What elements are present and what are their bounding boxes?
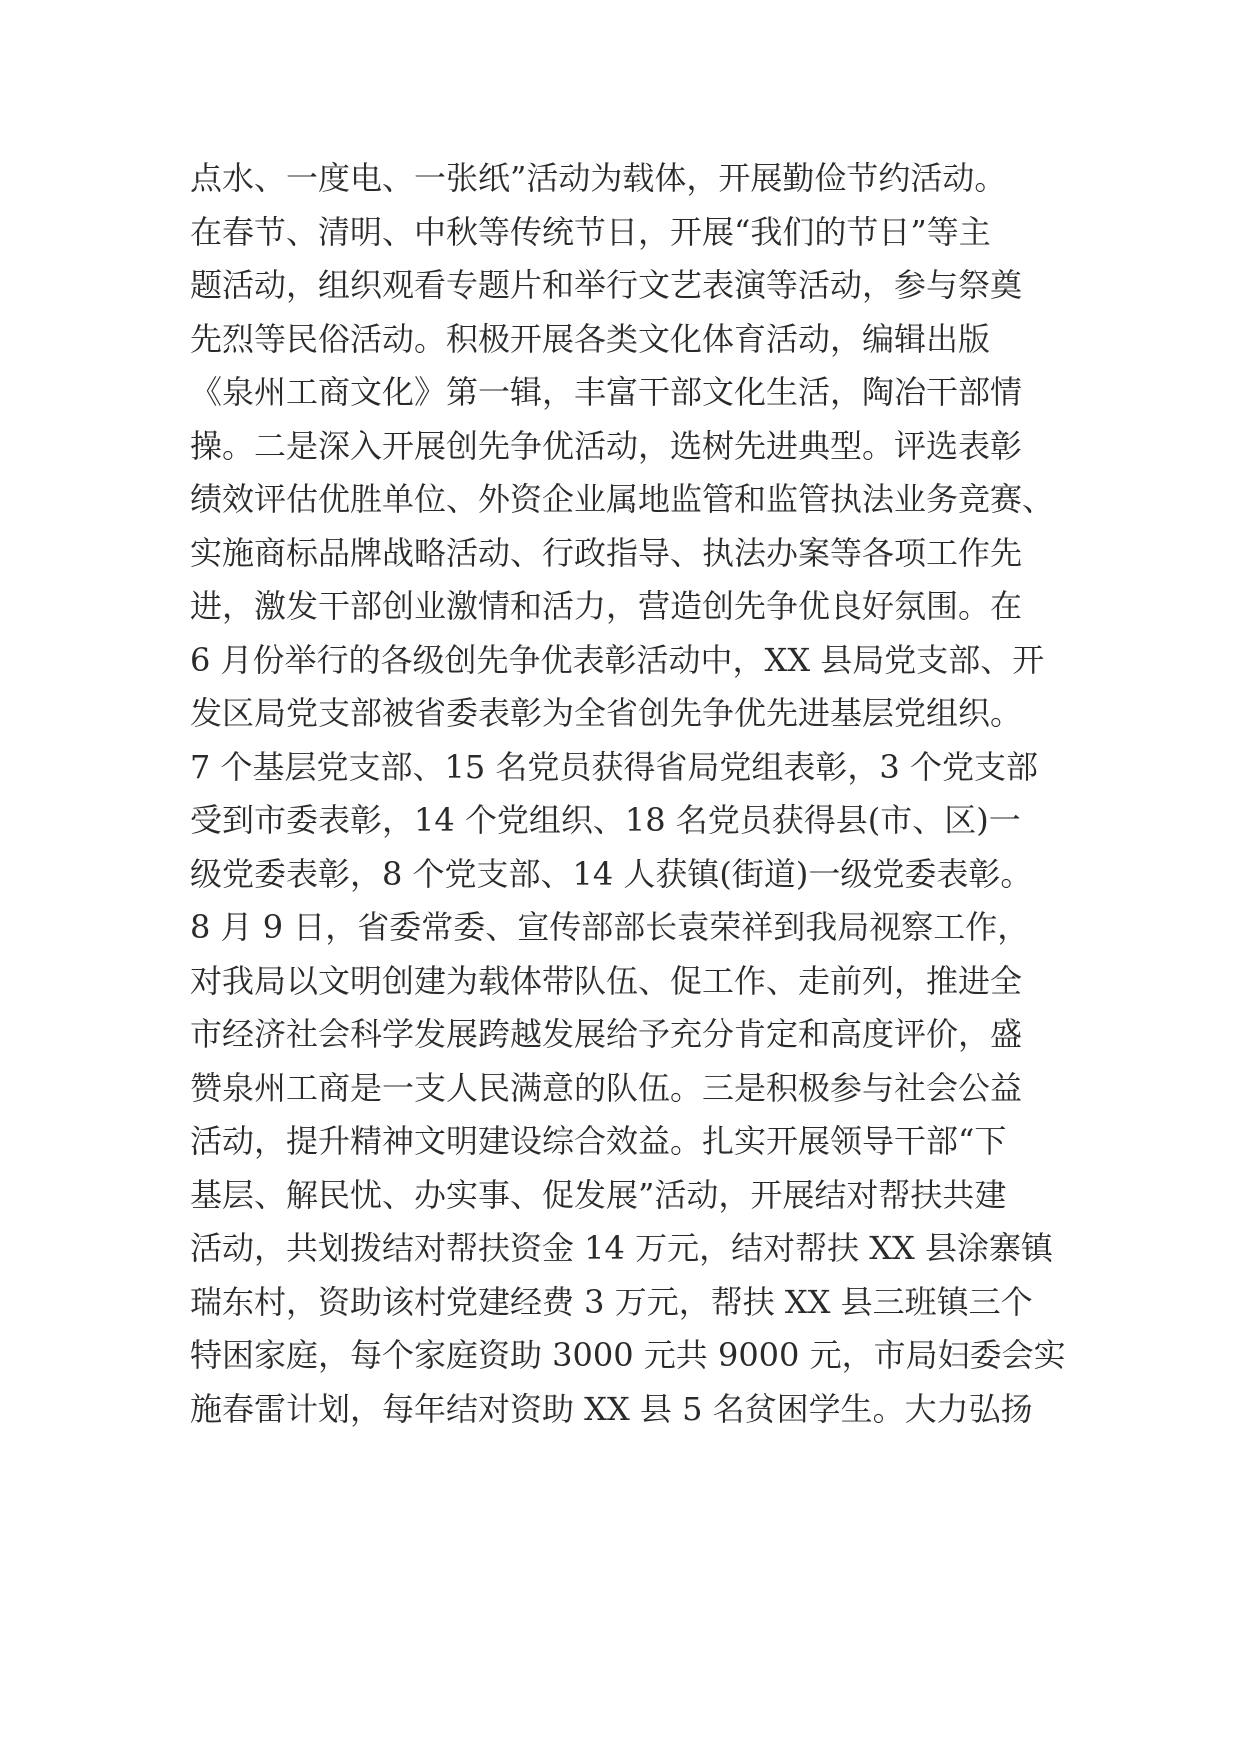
text-line: 7 个基层党支部、15 名党员获得省局党组表彰，3 个党支部 xyxy=(190,747,1038,786)
text-line: 在春节、清明、中秋等传统节日，开展“我们的节日”等主 xyxy=(190,212,991,251)
text-line: 受到市委表彰，14 个党组织、18 名党员获得县(市、区)一 xyxy=(190,801,1021,839)
text-line: 8 月 9 日，省委常委、宣传部部长袁荣祥到我局视察工作， xyxy=(190,908,1030,946)
text-line: 活动，共划拨结对帮扶资金 14 万元，结对帮扶 XX 县涂寨镇 xyxy=(190,1229,1053,1267)
text-line: 《泉州工商文化》第一辑，丰富干部文化生活，陶冶干部情 xyxy=(190,373,1023,411)
text-line: 市经济社会科学发展跨越发展给予充分肯定和高度评价，盛 xyxy=(190,1015,1023,1053)
text-line: 特困家庭，每个家庭资助 3000 元共 9000 元，市局妇委会实 xyxy=(190,1336,1066,1374)
text-line: 实施商标品牌战略活动、行政指导、执法办案等各项工作先 xyxy=(190,533,1023,572)
text-line: 施春雷计划，每年结对资助 XX 县 5 名贫困学生。大力弘扬 xyxy=(190,1389,1033,1428)
text-line: 操。二是深入开展创先争优活动，选树先进典型。评选表彰 xyxy=(190,426,1023,465)
body-text xyxy=(190,152,1070,1436)
text-line: 绩效评估优胜单位、外资企业属地监管和监管执法业务竞赛、 xyxy=(190,480,1055,518)
text-line: 6 月份举行的各级创先争优表彰活动中，XX 县局党支部、开 xyxy=(190,640,1045,679)
text-line: 先烈等民俗活动。积极开展各类文化体育活动，编辑出版 xyxy=(190,319,991,358)
text-line: 发区局党支部被省委表彰为全省创先争优先进基层党组织。 xyxy=(190,694,1023,732)
text-line: 级党委表彰，8 个党支部、14 人获镇(街道)一级党委表彰。 xyxy=(190,854,1033,893)
text-line: 赞泉州工商是一支人民满意的队伍。三是积极参与社会公益 xyxy=(190,1068,1023,1107)
text-line: 进，激发干部创业激情和活力，营造创先争优良好氛围。在 xyxy=(190,587,1023,625)
text-line: 瑞东村，资助该村党建经费 3 万元，帮扶 XX 县三班镇三个 xyxy=(190,1282,1033,1321)
text-line: 点水、一度电、一张纸”活动为载体，开展勤俭节约活动。 xyxy=(190,159,1007,197)
text-line: 题活动，组织观看专题片和举行文艺表演等活动，参与祭奠 xyxy=(190,266,1023,304)
text-line: 基层、解民忧、办实事、促发展”活动，开展结对帮扶共建 xyxy=(190,1175,1007,1214)
text-line: 活动，提升精神文明建设综合效益。扎实开展领导干部“下 xyxy=(190,1122,1007,1160)
text-line: 对我局以文明创建为载体带队伍、促工作、走前列，推进全 xyxy=(190,961,1023,1000)
